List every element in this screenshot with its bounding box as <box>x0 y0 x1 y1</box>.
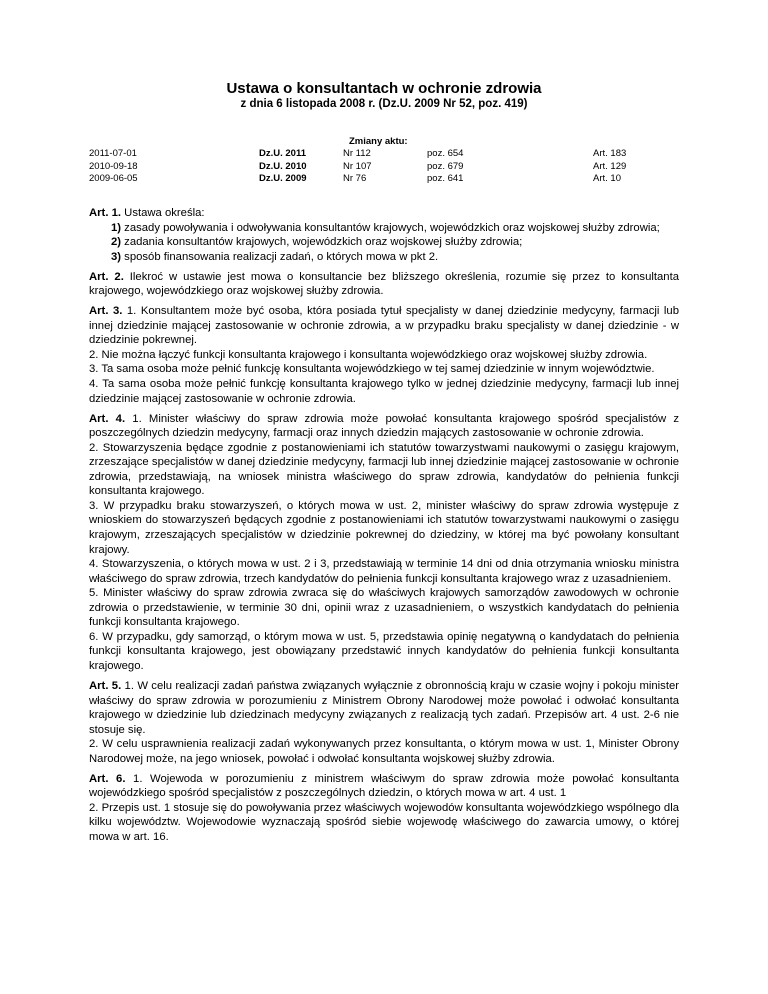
list-item: 2) zadania konsultantów krajowych, wojewódzkich oraz wojskowej służby zdrowia; <box>111 236 523 249</box>
article-paragraph: 3. W przypadku braku stowarzyszeń, o których mowa w ust. 2, minister właściwy do spraw zdrowia występuje z wnioskiem do stowarzyszeń będących zgodnie z postanowieniami ich statutów towarzystwami naukowymi o zasięgu krajowym, zrzeszających specjalistów w dziedzinie pokrewnej do dziedziny, w której ma być powołany konsultant krajowy. <box>89 499 679 556</box>
amendment-article: Art. 10 <box>593 173 621 185</box>
amendment-number: Nr 107 <box>343 160 372 172</box>
article-paragraph: 1. Konsultantem może być osoba, która posiada tytuł specjalisty w danej dziedzinie medycyny, farmacji lub innej dziedzinie mającej zastosowanie w ochronie zdrowia, a w przypadku braku specjalisty w danej dziedzinie - w dziedzinie pokrewnej. <box>89 305 679 347</box>
article-label: Art. 5. <box>89 679 122 692</box>
amendment-article: Art. 129 <box>593 160 627 172</box>
amendment-journal: Dz.U. 2010 <box>259 160 307 172</box>
article-6 <box>89 772 679 845</box>
amendments-table <box>0 135 768 185</box>
article-4 <box>89 412 679 674</box>
amendment-position: poz. 654 <box>427 148 464 159</box>
article-label: Art. 6. <box>89 772 126 785</box>
list-item: 1) zasady powoływania i odwoływania konsultantów krajowych, wojewódzkich oraz wojskowej służby zdrowia; <box>111 221 660 234</box>
amendment-number: Nr 76 <box>343 173 367 185</box>
amendments-journal-column <box>259 148 307 186</box>
amendment-date: 2009-06-05 <box>89 173 138 185</box>
article-paragraph: 2. Przepis ust. 1 stosuje się do powoływania przez właściwych wojewodów konsultanta wojewódzkiego wspólnego dla kilku województw. Wojewodowie wyznaczają spośród siebie wojewodę właściwego do zawarcia umowy, o której mowa w art. 16. <box>89 801 679 843</box>
amendment-position: poz. 641 <box>427 173 464 185</box>
amendments-heading: Zmiany aktu: <box>349 136 408 147</box>
amendment-number: Nr 112 <box>343 148 371 159</box>
article-paragraph: 1. W celu realizacji zadań państwa związanych wyłącznie z obronnością kraju w czasie wojny i pokoju minister właściwy do spraw zdrowia w porozumieniu z Ministrem Obrony Narodowej może powołać i odwołać konsultanta krajowego w dziedzinie lub dziedzinach medycyny związanych z realizacją tych zadań. Przepisów art. 4 ust. 2-6 nie stosuje się. <box>89 679 680 736</box>
article-paragraph: 5. Minister właściwy do spraw zdrowia zwraca się do właściwych krajowych samorządów zawodowych w ochronie zdrowia o przedstawienie, w terminie 30 dni, opinii wraz z uzasadnieniem, o wszystkich kandydatach do pełnienia funkcji konsultanta krajowego. <box>89 587 679 629</box>
amendment-position: poz. 679 <box>427 160 464 172</box>
article-paragraph: 2. W celu usprawnienia realizacji zadań wykonywanych przez konsultanta, o którym mowa w ust. 1, Minister Obrony Narodowej może, na jego wniosek, powołać i odwołać konsultanta wojskowej służby zdrowia. <box>89 738 679 765</box>
article-label: Art. 1. <box>89 207 122 219</box>
article-1 <box>89 206 679 264</box>
article-2 <box>89 270 679 299</box>
amendment-article: Art. 183 <box>593 148 627 159</box>
article-paragraph: 2. Stowarzyszenia będące zgodnie z postanowieniami ich statutów towarzystwami naukowymi o zasięgu krajowym, zrzeszające specjalistów w danej dziedzinie medycyny, farmacji lub innej dziedzinie mającej zastosowanie w ochronie zdrowia, przedstawiają, na wniosek ministra właściwego do spraw zdrowia, kandydatów do pełnienia funkcji konsultanta krajowego. <box>89 441 679 498</box>
amendments-date-column <box>89 148 138 186</box>
article-label: Art. 3. <box>89 305 123 318</box>
amendment-date: 2010-09-18 <box>89 160 138 172</box>
article-3 <box>89 304 679 406</box>
article-5 <box>89 679 679 766</box>
list-item: 3) sposób finansowania realizacji zadań, o których mowa w pkt 2. <box>111 250 439 263</box>
document-body <box>89 206 679 850</box>
article-paragraph: 1. Minister właściwy do spraw zdrowia może powołać konsultanta krajowego spośród specjalistów z poszczególnych dziedzin medycyny, farmacji oraz innych dziedzin mających zastosowanie w ochronie zdrowia. <box>89 412 680 440</box>
amendment-date: 2011-07-01 <box>89 148 137 159</box>
document-title: Ustawa o konsultantach w ochronie zdrowia <box>226 80 542 97</box>
article-label: Art. 2. <box>89 270 124 283</box>
article-text: Ustawa określa: <box>121 207 205 219</box>
article-paragraph: 2. Nie można łączyć funkcji konsultanta krajowego i konsultanta wojewódzkiego oraz wojskowej służby zdrowia. <box>89 348 648 361</box>
article-text: Ilekroć w ustawie jest mowa o konsultancie bez bliższego określenia, rozumie się przez to konsultanta krajowego, wojewódzkiego oraz wojskowej służby zdrowia. <box>89 270 679 298</box>
article-paragraph: 6. W przypadku, gdy samorząd, o którym mowa w ust. 5, przedstawia opinię negatywną o kandydatach do pełnienia funkcji konsultanta krajowego, jest obowiązany przedstawić innych kandydatów do pełnienia funkcji konsultanta krajowego. <box>89 630 679 672</box>
document-subtitle: z dnia 6 listopada 2008 r. (Dz.U. 2009 Nr 52, poz. 419) <box>240 98 528 110</box>
amendments-article-column <box>593 148 626 186</box>
article-paragraph: 3. Ta sama osoba może pełnić funkcję konsultanta wojewódzkiego w tej samej dziedzinie w innym województwie. <box>89 363 655 376</box>
amendments-position-column <box>427 148 463 186</box>
amendments-number-column <box>343 148 372 186</box>
article-paragraph: 4. Stowarzyszenia, o których mowa w ust. 2 i 3, przedstawiają w terminie 14 dni od dnia otrzymania wniosku ministra właściwego do spraw zdrowia, trzech kandydatów do pełnienia funkcji konsultanta krajowego wraz z uzasadnieniem. <box>89 558 679 585</box>
amendment-journal: Dz.U. 2011 <box>259 148 306 159</box>
article-paragraph: 1. Wojewoda w porozumieniu z ministrem właściwym do spraw zdrowia może powołać konsultanta wojewódzkiego spośród specjalistów z poszczególnych dziedzin, o których mowa w art. 4 ust. 1 <box>89 772 679 800</box>
article-label: Art. 4. <box>89 412 126 425</box>
article-paragraph: 4. Ta sama osoba może pełnić funkcję konsultanta krajowego tylko w jednej dziedzinie medycyny, farmacji lub innej dziedzinie mającej zastosowanie w ochronie zdrowia. <box>89 378 679 405</box>
amendment-journal: Dz.U. 2009 <box>259 173 307 185</box>
